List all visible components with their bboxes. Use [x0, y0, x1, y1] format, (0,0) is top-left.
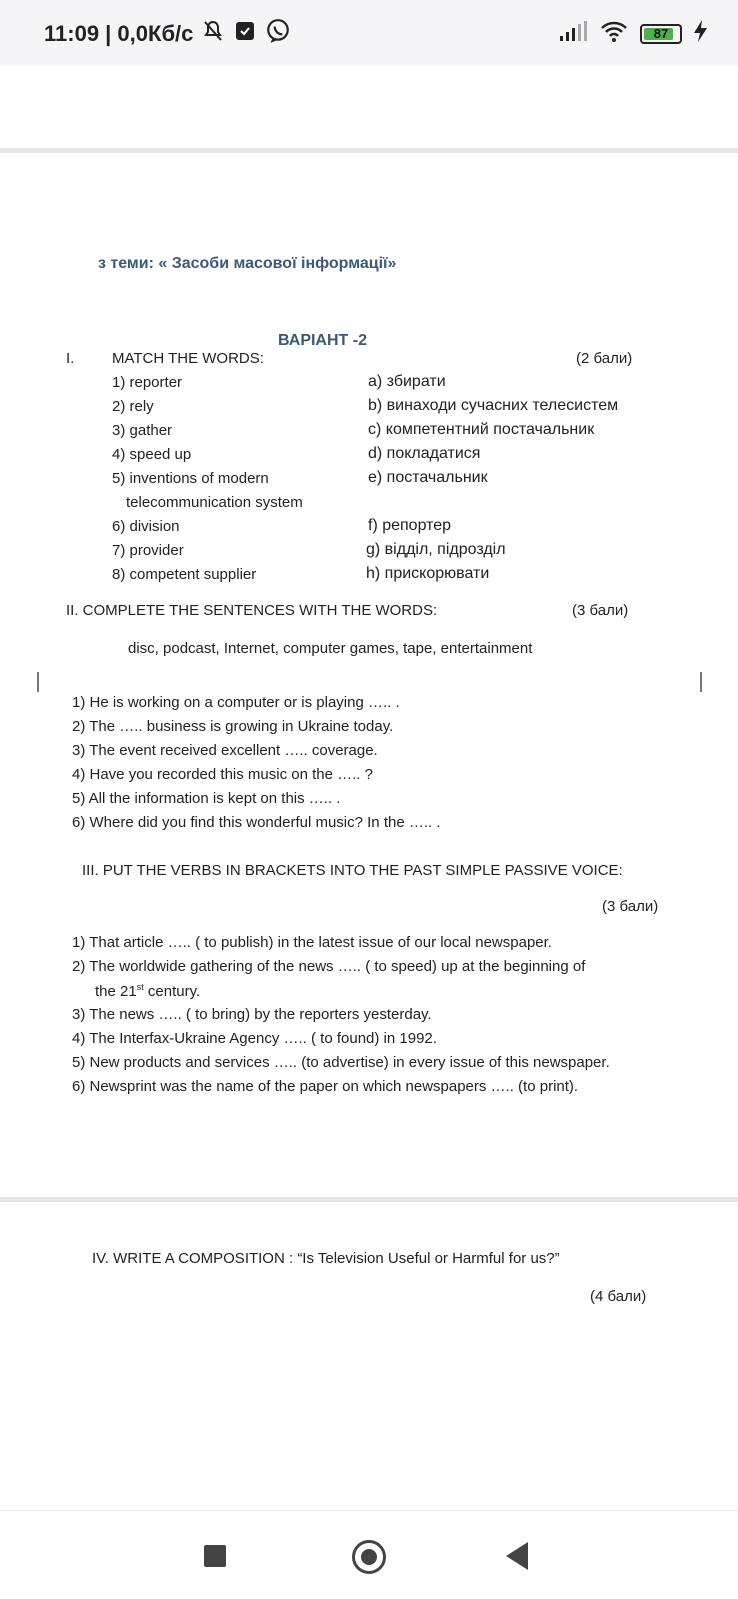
section4-title: IV. WRITE A COMPOSITION : “Is Television Useful or Harmful for us?”: [92, 1250, 560, 1267]
sentence-cont-a: the 21: [95, 983, 137, 1000]
status-bar: [0, 0, 738, 66]
section2-points: (3 бали): [572, 602, 629, 619]
match-right-item: h) прискорювати: [366, 565, 490, 582]
document-page-2: [0, 1204, 738, 1504]
page-divider: [0, 1197, 738, 1202]
section3-title: III. PUT THE VERBS IN BRACKETS INTO THE PAST SIMPLE PASSIVE VOICE:: [82, 862, 623, 879]
match-left-item: telecommunication system: [126, 494, 303, 511]
section2-sentence: 5) All the information is kept on this ….. .: [72, 790, 341, 807]
section3-sentence-cont: [95, 982, 200, 1000]
section2-sentence: 2) The ….. business is growing in Ukraine today.: [72, 718, 394, 735]
section2-title: II. COMPLETE THE SENTENCES WITH THE WORDS:: [66, 602, 438, 619]
sentence-cont-b: century.: [143, 983, 201, 1000]
match-right-item: a) збирати: [368, 373, 446, 390]
section3-points: (3 бали): [602, 898, 659, 915]
match-left-item: 4) speed up: [112, 446, 192, 463]
match-left-item: 7) provider: [112, 542, 184, 559]
section1-points: (2 бали): [576, 350, 633, 367]
section4-points: (4 бали): [590, 1288, 647, 1305]
variant-title: ВАРІАНТ -2: [278, 332, 367, 349]
section3-sentence: 2) The worldwide gathering of the news ….. ( to speed) up at the beginning of: [72, 958, 586, 975]
match-left-item: 5) inventions of modern: [112, 470, 269, 487]
text-cursor: [37, 672, 39, 692]
status-right: [560, 20, 708, 47]
section3-sentence: 1) That article ….. ( to publish) in the latest issue of our local newspaper.: [72, 934, 552, 951]
battery-icon: [640, 24, 682, 44]
section2-sentence: 3) The event received excellent ….. coverage.: [72, 742, 378, 759]
ordinal-suffix: st: [136, 982, 144, 992]
home-button[interactable]: [352, 1540, 386, 1574]
match-right-item: b) винаходи сучасних телесистем: [368, 397, 619, 414]
match-right-item: f) репортер: [368, 517, 452, 534]
mute-icon: [201, 19, 225, 49]
match-left-item: 3) gather: [112, 422, 173, 439]
recent-apps-button[interactable]: [204, 1545, 226, 1567]
status-left: [44, 18, 291, 50]
time-and-speed: 11:09 | 0,0Кб/с: [44, 21, 194, 46]
section2-sentence: 4) Have you recorded this music on the ….. ?: [72, 766, 373, 783]
save-icon: [233, 19, 257, 49]
match-right-item: c) компетентний постачальник: [368, 421, 595, 438]
match-right-item: g) відділ, підрозділ: [366, 541, 506, 558]
section2-sentence: 1) He is working on a computer or is playing ….. .: [72, 694, 400, 711]
signal-icon: [560, 21, 588, 46]
match-left-item: 2) rely: [112, 398, 154, 415]
match-left-item: 8) competent supplier: [112, 566, 257, 583]
section3-sentence: 6) Newsprint was the name of the paper on which newspapers ….. (to print).: [72, 1078, 579, 1095]
section3-sentence: 3) The news ….. ( to bring) by the reporters yesterday.: [72, 1006, 432, 1023]
section2-sentence: 6) Where did you find this wonderful music? In the ….. .: [72, 814, 441, 831]
charging-icon: [694, 20, 708, 47]
battery-text: 87: [653, 26, 669, 41]
match-right-item: d) покладатися: [368, 445, 481, 462]
document-subject: з теми: « Засоби масової інформації»: [98, 255, 397, 272]
viber-icon: [265, 18, 291, 50]
page-divider: [0, 148, 738, 153]
home-dot: [361, 1549, 377, 1565]
section1-number: I.: [66, 350, 75, 367]
section2-words: disc, podcast, Internet, computer games, tape, entertainment: [128, 640, 533, 657]
back-button[interactable]: [506, 1542, 528, 1570]
section3-sentence: 5) New products and services ….. (to advertise) in every issue of this newspaper.: [72, 1054, 610, 1071]
match-left-item: 1) reporter: [112, 374, 183, 391]
previous-page: [0, 66, 738, 152]
text-cursor: [700, 672, 702, 692]
section1-title: MATCH THE WORDS:: [112, 350, 264, 367]
section3-sentence: 4) The Interfax-Ukraine Agency ….. ( to found) in 1992.: [72, 1030, 437, 1047]
match-left-item: 6) division: [112, 518, 180, 535]
match-right-item: e) постачальник: [368, 469, 488, 486]
wifi-icon: [600, 20, 628, 47]
